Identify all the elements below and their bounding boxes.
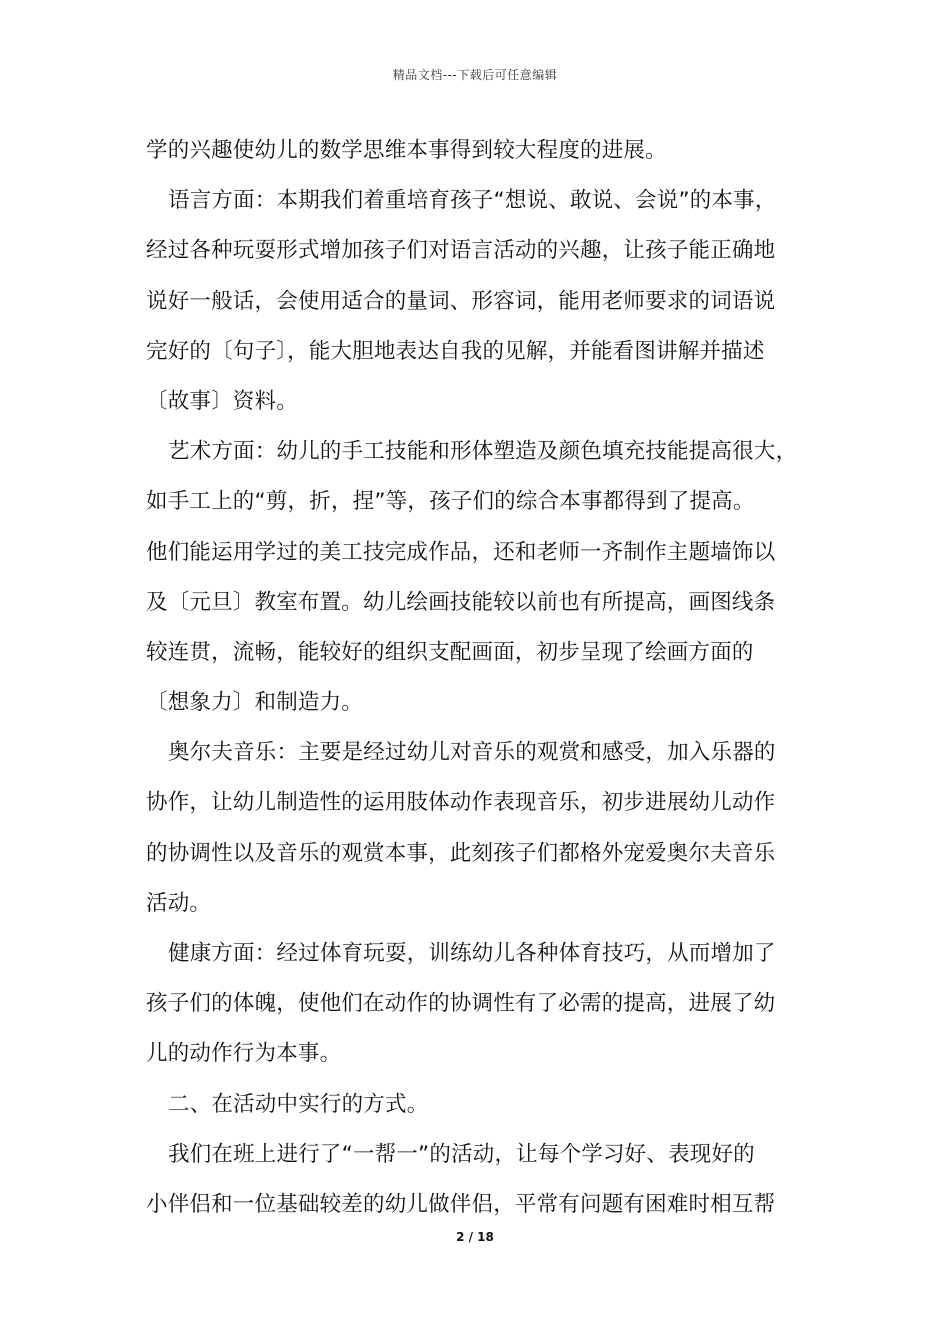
text-line: 我们在班上进行了“一帮一”的活动，让每个学习好、表现好的 bbox=[168, 1141, 755, 1167]
document-body bbox=[146, 126, 810, 1230]
text-line: 孩子们的体魄，使他们在动作的协调性有了必需的提高，进展了幼 bbox=[146, 991, 776, 1017]
text-line: 儿的动作行为本事。 bbox=[146, 1041, 342, 1067]
page-header: 精品文档---下载后可任意编辑 bbox=[392, 68, 558, 82]
text-line: 经过各种玩耍形式增加孩子们对语言活动的兴趣，让孩子能正确地 bbox=[146, 238, 776, 264]
text-line: 他们能运用学过的美工技完成作品，还和老师一齐制作主题墙饰以 bbox=[146, 539, 776, 565]
text-line: 〔想象力〕和制造力。 bbox=[146, 690, 364, 716]
text-line: 协作，让幼儿制造性的运用肢体动作表现音乐，初步进展幼儿动作 bbox=[146, 790, 776, 816]
text-line: 小伴侣和一位基础较差的幼儿做伴侣，平常有问题有困难时相互帮 bbox=[146, 1191, 776, 1217]
text-line: 学的兴趣使幼儿的数学思维本事得到较大程度的进展。 bbox=[146, 138, 667, 163]
text-line: 〔故事〕资料。 bbox=[146, 388, 298, 414]
text-line: 完好的〔句子〕，能大胆地表达自我的见解，并能看图讲解并描述 bbox=[146, 338, 765, 364]
text-line: 语言方面：本期我们着重培育孩子“想说、敢说、会说”的本事， bbox=[168, 188, 777, 214]
text-line: 艺术方面：幼儿的手工技能和形体塑造及颜色填充技能提高很大， bbox=[168, 439, 798, 465]
text-line: 健康方面：经过体育玩耍，训练幼儿各种体育技巧，从而增加了 bbox=[168, 941, 776, 966]
page-number: 2 / 18 bbox=[456, 1230, 494, 1244]
text-line: 较连贯，流畅，能较好的组织支配画面，初步呈现了绘画方面的 bbox=[146, 639, 754, 665]
text-line: 奥尔夫音乐：主要是经过幼儿对音乐的观赏和感受，加入乐器的 bbox=[168, 740, 776, 766]
text-line: 如手工上的“剪，折，捏”等，孩子们的综合本事都得到了提高。 bbox=[146, 489, 755, 515]
text-line: 的协调性以及音乐的观赏本事，此刻孩子们都格外宠爱奥尔夫音乐 bbox=[146, 840, 776, 866]
text-line: 活动。 bbox=[146, 890, 212, 916]
text-line: 说好一般话，会使用适合的量词、形容词，能用老师要求的词语说 bbox=[146, 288, 776, 314]
text-line: 及〔元旦〕教室布置。幼儿绘画技能较以前也有所提高，画图线条 bbox=[146, 589, 776, 615]
section-heading: 二、在活动中实行的方式。 bbox=[168, 1091, 429, 1117]
